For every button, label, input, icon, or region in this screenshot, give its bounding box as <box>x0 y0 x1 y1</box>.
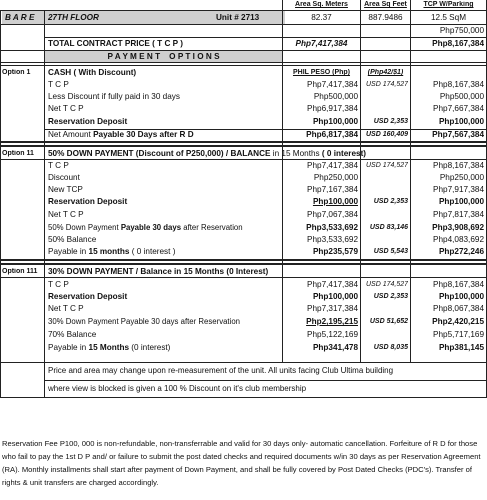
option1-col-php: PHIL PESO (Php) <box>292 69 351 76</box>
opt2-row3-label: New TCP <box>48 185 83 194</box>
unit-label: Unit # 2713 <box>216 13 260 22</box>
opt2-row7-php: Php3,533,692 <box>307 235 358 244</box>
opt1-row2-php: Php500,000 <box>313 92 358 101</box>
opt2-row2-php: Php250,000 <box>313 173 358 182</box>
tcp-label: TOTAL CONTRACT PRICE ( T C P ) <box>48 39 183 48</box>
payment-options-title: P A Y M E N T O P T I O N S <box>107 52 220 61</box>
opt1-row1-park: Php8,167,384 <box>433 80 484 89</box>
opt2-row8-label: Payable in 15 months ( 0 interest ) <box>48 247 176 256</box>
opt3-row1-park: Php8,167,384 <box>433 280 484 289</box>
opt2-row7-park: Php4,083,692 <box>433 235 484 244</box>
opt3-row5-park: Php5,717,169 <box>433 330 484 339</box>
opt2-row8-php: Php235,579 <box>312 247 358 256</box>
opt2-row6-php: Php3,533,692 <box>306 223 358 232</box>
opt3-row2-park: Php100,000 <box>438 292 484 301</box>
note-line1: Price and area may change upon re-measurement of the unit. All units facing Club Ultima building <box>48 366 394 375</box>
opt3-row1-usd: USD 174,527 <box>365 281 408 288</box>
opt3-row2-label: Reservation Deposit <box>48 292 128 301</box>
opt3-row1-label: T C P <box>48 280 69 289</box>
parking-price: Php750,000 <box>439 26 484 35</box>
area-sqft-value: 887.9486 <box>368 13 403 22</box>
opt2-row5-park: Php7,817,384 <box>433 210 484 219</box>
opt3-row2-usd: USD 2,353 <box>373 293 408 300</box>
opt1-row3-php: Php6,917,384 <box>307 104 358 113</box>
opt1-row3-park: Php7,667,384 <box>433 104 484 113</box>
area-sqm-value: 82.37 <box>311 13 332 22</box>
opt3-row2-php: Php100,000 <box>312 292 358 301</box>
opt2-row1-label: T C P <box>48 161 69 170</box>
opt2-row4-php: Php100,000 <box>312 197 358 206</box>
opt3-row5-php: Php5,122,169 <box>307 330 358 339</box>
opt3-row3-park: Php8,067,384 <box>433 304 484 313</box>
opt3-row4-php: Php2,195,215 <box>306 317 358 326</box>
option1-title: CASH ( With Discount) <box>48 68 137 77</box>
opt2-row4-label: Reservation Deposit <box>48 197 128 206</box>
col-tcp-parking: TCP W/Parking <box>423 1 474 8</box>
opt1-row5-park: Php7,567,384 <box>432 130 484 139</box>
opt3-row4-usd: USD 51,652 <box>369 318 408 325</box>
terms-paragraph: Reservation Fee P100, 000 is non-refundable, non-transferrable and valid for 30 days only- automatic cancellation. Forfeiture of R D for those who fail to pay the 1st D P and/ or failure to submit the post dated checks and required documents w/in 30 days as per Reservation Agreement (RA). Monthly installments shall start after payment of Down Payment, and shall be fully covered by Post Dated Checks (PDC's). Transfer of rights & unit transfers are charged accordingly. <box>2 439 481 487</box>
tcp-value: Php7,417,384 <box>295 39 348 48</box>
option2-tag: Option 11 <box>2 150 34 157</box>
opt1-row1-usd: USD 174,527 <box>365 81 408 88</box>
option3-tag: Option 111 <box>2 268 38 275</box>
opt1-row4-php: Php100,000 <box>312 117 358 126</box>
parking-size: 12.5 SqM <box>430 13 467 22</box>
opt2-row5-php: Php7,067,384 <box>307 210 358 219</box>
opt2-row1-php: Php7,417,384 <box>307 161 358 170</box>
col-area-sqm: Area Sq. Meters <box>295 1 348 8</box>
opt2-row2-label: Discount <box>48 173 80 182</box>
opt2-row1-usd: USD 174,527 <box>365 162 408 169</box>
option1-tag: Option 1 <box>2 69 31 76</box>
opt3-row6-php: Php341,478 <box>312 343 358 352</box>
opt2-row8-usd: USD 5,543 <box>373 248 408 255</box>
opt2-row3-php: Php7,167,384 <box>307 185 358 194</box>
opt1-row4-park: Php100,000 <box>438 117 484 126</box>
opt3-row6-usd: USD 8,035 <box>373 344 408 351</box>
opt1-row1-label: T C P <box>48 80 69 89</box>
bare-label: B A R E <box>5 13 35 22</box>
opt3-row3-php: Php7,317,384 <box>307 304 358 313</box>
opt2-row7-label: 50% Balance <box>48 235 97 244</box>
opt1-row4-label: Reservation Deposit <box>48 117 128 126</box>
option3-title: 30% DOWN PAYMENT / Balance in 15 Months (0 Interest) <box>48 267 269 276</box>
note-line2: where view is blocked is given a 100 % Discount on it's club membership <box>48 384 307 393</box>
opt1-row1-php: Php7,417,384 <box>307 80 358 89</box>
opt1-row5-php: Php6,817,384 <box>306 130 358 139</box>
opt1-row2-park: Php500,000 <box>439 92 484 101</box>
opt2-row2-park: Php250,000 <box>439 173 484 182</box>
opt2-row5-label: Net T C P <box>48 210 84 219</box>
opt2-row1-park: Php8,167,384 <box>433 161 484 170</box>
opt3-row5-label: 70% Balance <box>48 330 97 339</box>
opt3-row3-label: Net T C P <box>48 304 84 313</box>
opt3-row1-php: Php7,417,384 <box>307 280 358 289</box>
opt3-row4-label: 30% Down Payment Payable 30 days after Reservation <box>48 317 240 326</box>
opt1-row5-usd: USD 160,409 <box>365 131 408 138</box>
opt2-row3-park: Php7,917,384 <box>433 185 484 194</box>
opt1-row3-label: Net T C P <box>48 104 84 113</box>
opt2-row6-park: Php3,908,692 <box>432 223 484 232</box>
opt2-row8-park: Php272,246 <box>438 247 484 256</box>
opt2-row6-usd: USD 83,146 <box>369 224 408 231</box>
tcp-parking-value: Php8,167,384 <box>432 39 484 48</box>
opt2-row4-park: Php100,000 <box>438 197 484 206</box>
opt1-row2-label: Less Discount if fully paid in 30 days <box>48 92 180 101</box>
option2-title: 50% DOWN PAYMENT (Discount of P250,000) / BALANCE in 15 Months ( 0 interest) <box>48 149 367 158</box>
opt2-row6-label: 50% Down Payment Payable 30 days after Reservation <box>48 223 243 232</box>
floor-label: 27TH FLOOR <box>48 13 99 22</box>
option1-col-usd: (Php42/$1) <box>367 69 404 76</box>
opt1-row4-usd: USD 2,353 <box>373 118 408 125</box>
opt2-row4-usd: USD 2,353 <box>373 198 408 205</box>
opt3-row6-label: Payable in 15 Months (0 interest) <box>48 343 171 352</box>
col-area-sqft: Area Sq Feet <box>364 1 407 8</box>
opt1-row5-label: Net Amount Payable 30 Days after R D <box>48 130 194 139</box>
opt3-row6-park: Php381,145 <box>438 343 484 352</box>
opt3-row4-park: Php2,420,215 <box>432 317 484 326</box>
